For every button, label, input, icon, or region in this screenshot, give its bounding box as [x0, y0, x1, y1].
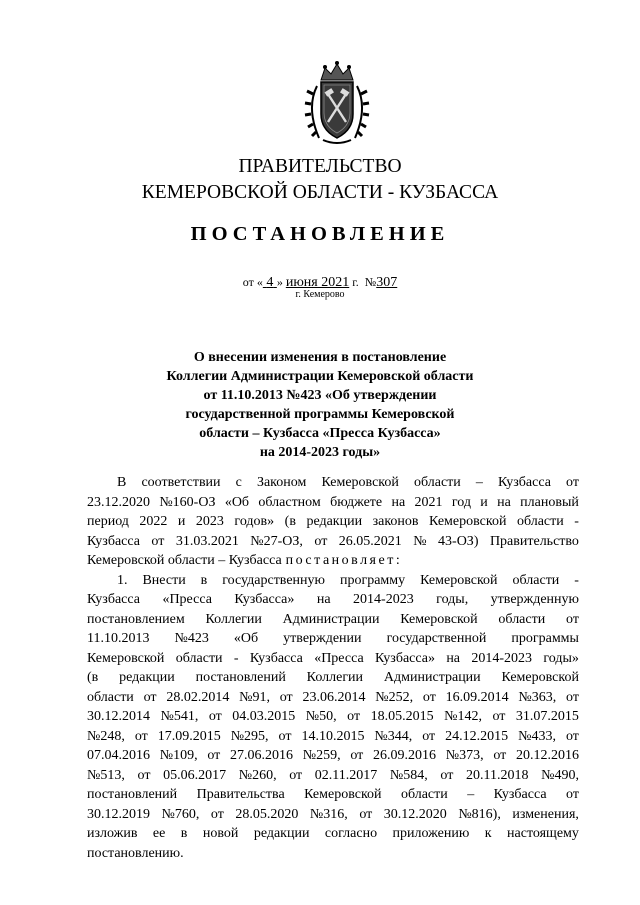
date-year-suffix: г. — [352, 275, 359, 289]
word: 1. — [117, 572, 128, 588]
word: от — [565, 728, 579, 744]
word: 30.12.2019 — [87, 806, 150, 822]
document-title: ПОСТАНОВЛЕНИЕ — [190, 223, 450, 245]
subject-line: области – Кузбасса «Пресса Кузбасса» — [199, 426, 441, 441]
body-text: Кемеровской области – Кузбасса — [87, 553, 282, 568]
word: Кемеровской — [87, 650, 165, 666]
word: и — [177, 514, 186, 529]
coat-of-arms-icon — [303, 60, 371, 146]
word: изменения, — [512, 806, 579, 822]
word: области — [413, 475, 461, 490]
word: 2023 — [195, 514, 224, 529]
word: редакции — [119, 670, 175, 685]
word: от — [493, 748, 507, 763]
word: Кузбасса — [249, 650, 303, 666]
word: №433, — [518, 728, 556, 744]
word: 23.06.2014 — [302, 689, 366, 705]
city: г. Кемерово — [295, 289, 345, 300]
word: - — [233, 650, 239, 666]
word: редакции — [306, 514, 363, 529]
word: 31.03.2021 — [175, 533, 239, 549]
word: Администрации — [383, 670, 481, 685]
word: №91, — [239, 689, 270, 705]
word: №50, — [305, 709, 337, 724]
body-line — [87, 746, 579, 766]
word: годы» — [543, 650, 579, 666]
word: областном — [258, 494, 321, 510]
word: области — [175, 650, 223, 666]
word: 2014-2023 — [353, 592, 414, 607]
org-name-line1: ПРАВИТЕЛЬСТВО — [238, 156, 402, 177]
word: 2022 — [139, 514, 168, 529]
word: №248, — [87, 728, 125, 744]
word: Кузбасса» — [234, 592, 295, 607]
body-line — [87, 727, 579, 747]
doc-number: 307 — [376, 275, 398, 290]
word: 14.10.2015 — [301, 728, 365, 744]
word: Кемеровской — [321, 475, 399, 490]
body-line — [87, 610, 579, 630]
word: №259, — [302, 748, 341, 763]
word: 23.12.2020 — [87, 494, 150, 510]
word: год — [451, 494, 471, 510]
word: постановлением — [87, 611, 185, 627]
word: Кузбасса — [493, 787, 547, 802]
word: области — [498, 611, 546, 627]
word: №109, — [159, 748, 198, 763]
word: №252, — [375, 689, 414, 705]
word: плановый — [520, 494, 579, 510]
word: (в — [284, 514, 296, 529]
body-line — [87, 473, 579, 493]
word: утверждении — [283, 631, 362, 646]
word: Кузбасса» — [375, 650, 435, 666]
body-text: постановлению. — [87, 845, 184, 861]
word: №260, — [238, 767, 277, 783]
word: 20.11.2018 — [466, 767, 529, 783]
word: 43-ОЗ) — [438, 533, 479, 549]
word: №760, — [161, 806, 200, 822]
body-line — [87, 844, 579, 864]
word: №513, — [87, 767, 125, 783]
word: от — [289, 767, 303, 783]
word: – — [467, 787, 475, 802]
word: программу — [339, 572, 406, 588]
word: настоящему — [507, 826, 579, 841]
word: к — [484, 826, 492, 841]
word: 16.09.2014 — [445, 689, 509, 705]
word: 27.06.2016 — [230, 748, 293, 763]
word: в — [200, 572, 208, 588]
word: №373, — [445, 748, 484, 763]
word: от — [422, 728, 436, 744]
word: от — [143, 689, 157, 705]
word: №584, — [389, 767, 428, 783]
word: №142, — [444, 709, 482, 724]
word: 2021 — [414, 494, 443, 510]
word: 31.07.2015 — [515, 709, 579, 724]
word: от — [440, 767, 454, 783]
word: Кемеровской — [501, 670, 579, 685]
word: от — [566, 475, 579, 490]
word: от — [359, 806, 373, 822]
word: от — [137, 767, 151, 783]
word: №295, — [230, 728, 269, 744]
word: «Об — [233, 631, 259, 646]
word: Кемеровской — [420, 572, 498, 588]
body-line — [87, 707, 579, 727]
body-line — [87, 571, 579, 591]
word: государственной — [386, 631, 487, 646]
body-line — [87, 824, 579, 844]
word: от — [350, 748, 364, 763]
word: №423 — [174, 631, 209, 646]
word: №344, — [374, 728, 413, 744]
word: Кузбасса — [87, 533, 140, 549]
word: области — [512, 572, 560, 588]
body-line — [87, 668, 579, 688]
word: годов» — [234, 514, 275, 529]
word: от — [422, 689, 436, 705]
word: законов — [372, 514, 419, 529]
word: от — [492, 709, 506, 724]
word: Законом — [256, 475, 307, 490]
word: №363, — [518, 689, 557, 705]
word: - — [574, 572, 579, 588]
body-line — [87, 532, 579, 552]
body-line — [87, 649, 579, 669]
word: Коллегии — [205, 611, 262, 627]
word: 07.04.2016 — [87, 748, 150, 763]
word: от — [210, 806, 224, 822]
date-month-year: июня 2021 — [285, 275, 350, 290]
date-day: 4 — [266, 275, 274, 290]
org-name-line2: КЕМЕРОВСКОЙ ОБЛАСТИ - КУЗБАССА — [141, 182, 499, 203]
word: на — [316, 592, 331, 607]
word: программы — [511, 631, 579, 646]
word: Администрации — [282, 611, 380, 627]
word: от — [278, 728, 292, 744]
word: №816), — [458, 806, 501, 822]
body-line — [87, 493, 579, 513]
word: от — [566, 689, 579, 705]
word: «Пресса — [314, 650, 364, 666]
word: от — [566, 611, 579, 627]
doc-number-label: № — [364, 275, 377, 289]
word: 17.09.2015 — [157, 728, 221, 744]
word: от — [208, 709, 222, 724]
date-close-quote: » — [276, 275, 283, 289]
word: период — [87, 514, 129, 529]
word: В — [117, 475, 127, 490]
word: от — [134, 728, 148, 744]
word: государственную — [222, 572, 325, 588]
body-line — [87, 785, 579, 805]
word: 24.12.2015 — [445, 728, 509, 744]
resolution-word: постановляет: — [285, 553, 403, 568]
subject-line: от 11.10.2013 №423 «Об утверждении — [203, 388, 437, 403]
subject-line: Коллегии Администрации Кемеровской области — [166, 369, 474, 384]
word: Коллегии — [306, 670, 364, 685]
word: ее — [152, 826, 166, 841]
document-body — [87, 473, 579, 863]
word: изложив — [87, 826, 138, 841]
word: 28.02.2014 — [166, 689, 230, 705]
word: №541, — [160, 709, 199, 724]
word: Кемеровской — [304, 787, 382, 802]
word: Кузбасса — [87, 592, 140, 607]
word: 26.05.2021 — [338, 533, 402, 549]
word: Кемеровской — [400, 611, 478, 627]
word: от — [566, 787, 579, 802]
word: от — [347, 709, 361, 724]
word: от — [151, 533, 165, 549]
word: на — [391, 494, 406, 510]
body-line — [87, 629, 579, 649]
word: от — [207, 748, 221, 763]
word: годы, — [436, 592, 469, 607]
word: (в — [87, 670, 99, 685]
word: № — [413, 533, 427, 549]
word: 20.12.2016 — [516, 748, 579, 763]
word: 30.12.2014 — [87, 709, 150, 724]
body-line — [87, 590, 579, 610]
word: «Пресса — [162, 592, 212, 607]
word: 02.11.2017 — [314, 767, 378, 783]
subject-line: на 2014-2023 годы» — [259, 445, 381, 460]
word: Правительство — [489, 533, 579, 549]
word: – — [475, 475, 483, 490]
word: с — [235, 475, 242, 490]
word: 26.09.2016 — [373, 748, 436, 763]
word: 2014-2023 — [471, 650, 533, 666]
word: №316, — [309, 806, 348, 822]
word: от — [279, 689, 293, 705]
word: 30.12.2020 — [383, 806, 447, 822]
word: от — [314, 533, 328, 549]
word: Кемеровской — [429, 514, 507, 529]
word: области — [516, 514, 564, 529]
word: Внести — [142, 572, 186, 588]
subject-line: О внесении изменения в постановление — [193, 350, 447, 365]
body-line — [87, 766, 579, 786]
word: постановлений — [195, 670, 286, 685]
word: и — [480, 494, 488, 510]
word: утвержденную — [490, 592, 579, 607]
word: 18.05.2015 — [370, 709, 434, 724]
body-line — [87, 512, 579, 532]
word: области — [400, 787, 448, 802]
word: №490, — [541, 767, 579, 783]
body-line — [87, 688, 579, 708]
word: №160-ОЗ — [159, 494, 216, 510]
word: приложению — [392, 826, 470, 841]
word: постановлений — [87, 787, 178, 802]
word: области — [87, 689, 134, 705]
word: №27-ОЗ, — [250, 533, 303, 549]
word: «Об — [224, 494, 250, 510]
word: редакции — [253, 826, 310, 841]
word: Правительства — [196, 787, 285, 802]
word: - — [574, 514, 579, 529]
word: на — [446, 650, 461, 666]
document-subject — [150, 348, 490, 462]
word: Кузбасса — [497, 475, 551, 490]
word: 05.06.2017 — [163, 767, 227, 783]
word: согласно — [324, 826, 378, 841]
word: соответствии — [141, 475, 221, 490]
word: новой — [202, 826, 239, 841]
word: на — [497, 494, 511, 510]
date-from: от « — [242, 275, 263, 289]
subject-line: государственной программы Кемеровской — [185, 407, 455, 422]
word: бюджете — [330, 494, 383, 510]
word: 28.05.2020 — [235, 806, 299, 822]
word: в — [180, 826, 188, 841]
word: 11.10.2013 — [87, 631, 150, 646]
body-line — [87, 551, 579, 571]
word: 04.03.2015 — [232, 709, 296, 724]
body-line — [87, 805, 579, 825]
